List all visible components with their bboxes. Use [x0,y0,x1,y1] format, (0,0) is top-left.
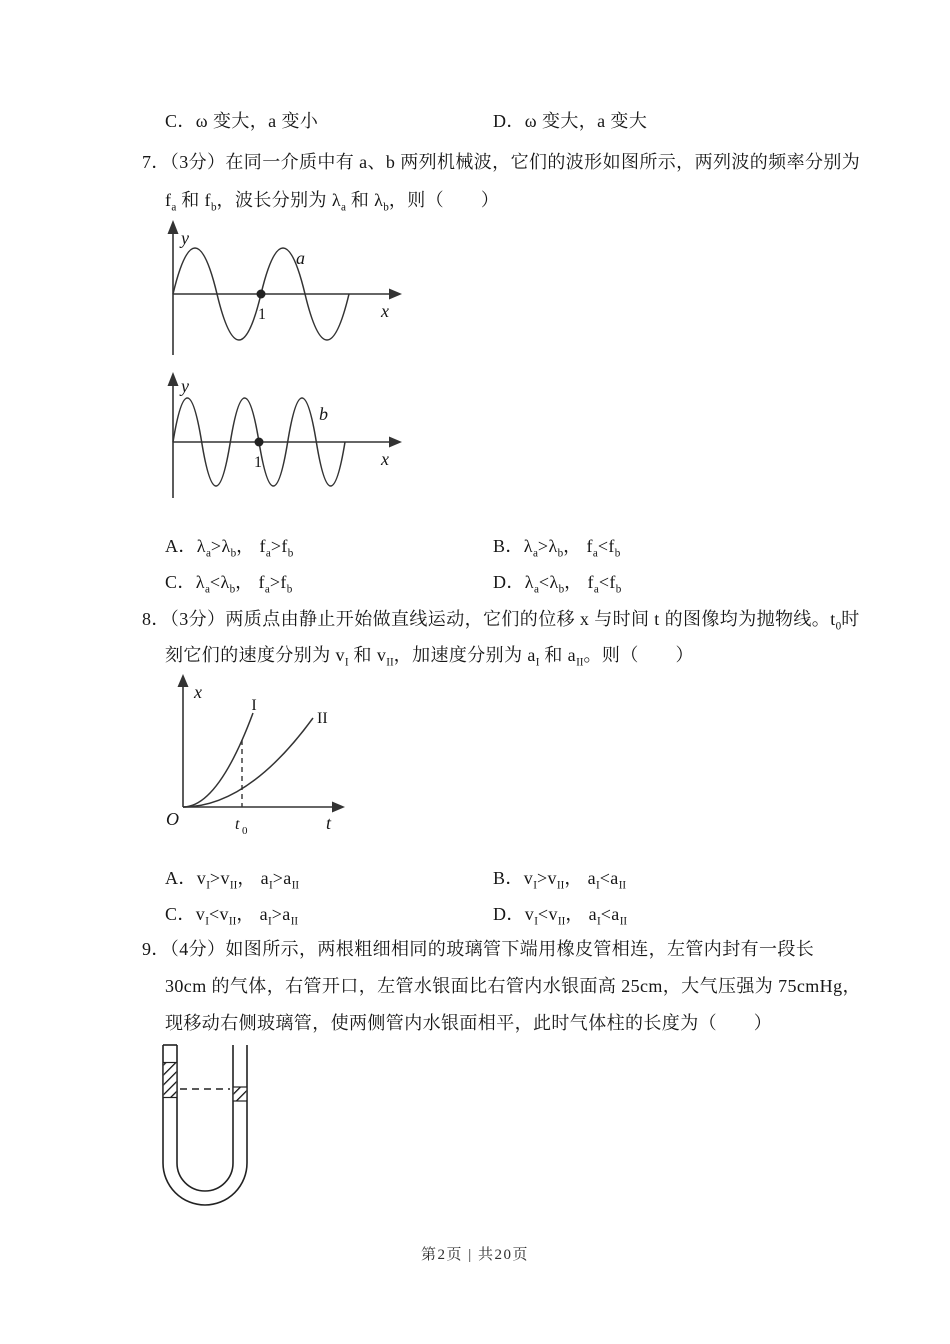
q9-stem-line1: 9．（4分）如图所示，两根粗细相同的玻璃管下端用橡皮管相连，左管内封有一段长 [142,939,815,959]
q7-option-a: A．$\lambda_a>\lambda_b$， $f_a>f_b$ [165,536,294,560]
y-axis-arrowhead [168,372,179,386]
u-bend-outer [163,1163,247,1205]
q7-option-b: B．$\lambda_a>\lambda_b$， $f_a<f_b$ [493,536,621,560]
axis-label-y: y [181,376,189,396]
page-footer: 第2页 | 共20页 [420,1247,529,1263]
x-axis-arrowhead [389,437,402,448]
x-axis-arrowhead [332,802,345,813]
point-label: 1 [258,306,266,323]
position-time-graph [160,672,360,847]
axis-label-x: x [381,301,389,321]
q7-stem-line1: 7．（3分）在同一介质中有 a、b 两列机械波，它们的波形如图所示，两列波的频率分别为 [142,152,861,172]
right-mercury-column [234,1088,246,1101]
q8-option-a: A．$v_I>v_{II}$， $a_I>a_{II}$ [165,868,300,892]
point-marker [255,438,264,447]
u-tube-figure [150,1038,270,1213]
q9-stem-line3: 现移动右侧玻璃管，使两侧管内水银面相平，此时气体柱的长度为（ ） [165,1013,773,1033]
axis-label-x: x [194,682,202,702]
q7-option-c: C．$\lambda_a<\lambda_b$， $f_a>f_b$ [165,572,293,596]
q8-option-c: C．$v_I<v_{II}$， $a_I>a_{II}$ [165,904,299,928]
q8-option-b: B．$v_I>v_{II}$， $a_I<a_{II}$ [493,868,627,892]
curve-II [183,718,313,807]
q7-stem-line2: $f_a$ 和 $f_b$，波长分别为 $\lambda_a$ 和 $\lambda_b$，则（ ） [165,190,500,214]
q7-option-d: D．$\lambda_a<\lambda_b$， $f_a<f_b$ [493,572,622,596]
point-marker [257,290,266,299]
t0-label-sub: 0 [242,825,248,837]
q8-stem-line2: 刻它们的速度分别为 $v_I$ 和 $v_{II}$，加速度分别为 $a_I$ 和 $a_{II}$。则（ ） [165,645,694,669]
wave-a-figure [155,218,410,363]
q9-stem-line2: 30cm 的气体，右管开口，左管水银面比右管内水银面高 25cm，大气压强为 75cmHg， [165,976,861,996]
curve-I-label: I [251,697,257,714]
point-label: 1 [254,454,262,471]
curve-II-label: II [317,710,328,727]
q6-option-c: C．ω 变大，a 变小 [165,111,319,131]
axis-label-t: t [326,813,332,833]
curve-label-a: a [296,248,305,268]
q6-option-d: D．ω 变大，a 变大 [493,111,648,131]
y-axis-arrowhead [178,674,189,687]
q8-option-d: D．$v_I<v_{II}$， $a_I<a_{II}$ [493,904,628,928]
axis-label-x: x [381,449,389,469]
origin-label: O [166,809,179,829]
t0-label-base: t [235,816,240,833]
x-axis-arrowhead [389,289,402,300]
u-bend-inner [177,1163,233,1191]
curve-label-b: b [319,404,328,424]
q8-stem-line1: 8．（3分）两质点由静止开始做直线运动，它们的位移 x 与时间 t 的图像均为抛物线。$t_0$时 [142,609,860,633]
axis-label-y: y [181,228,189,248]
y-axis-arrowhead [168,220,179,234]
wave-b-figure [155,370,410,505]
left-mercury-column [164,1063,176,1097]
